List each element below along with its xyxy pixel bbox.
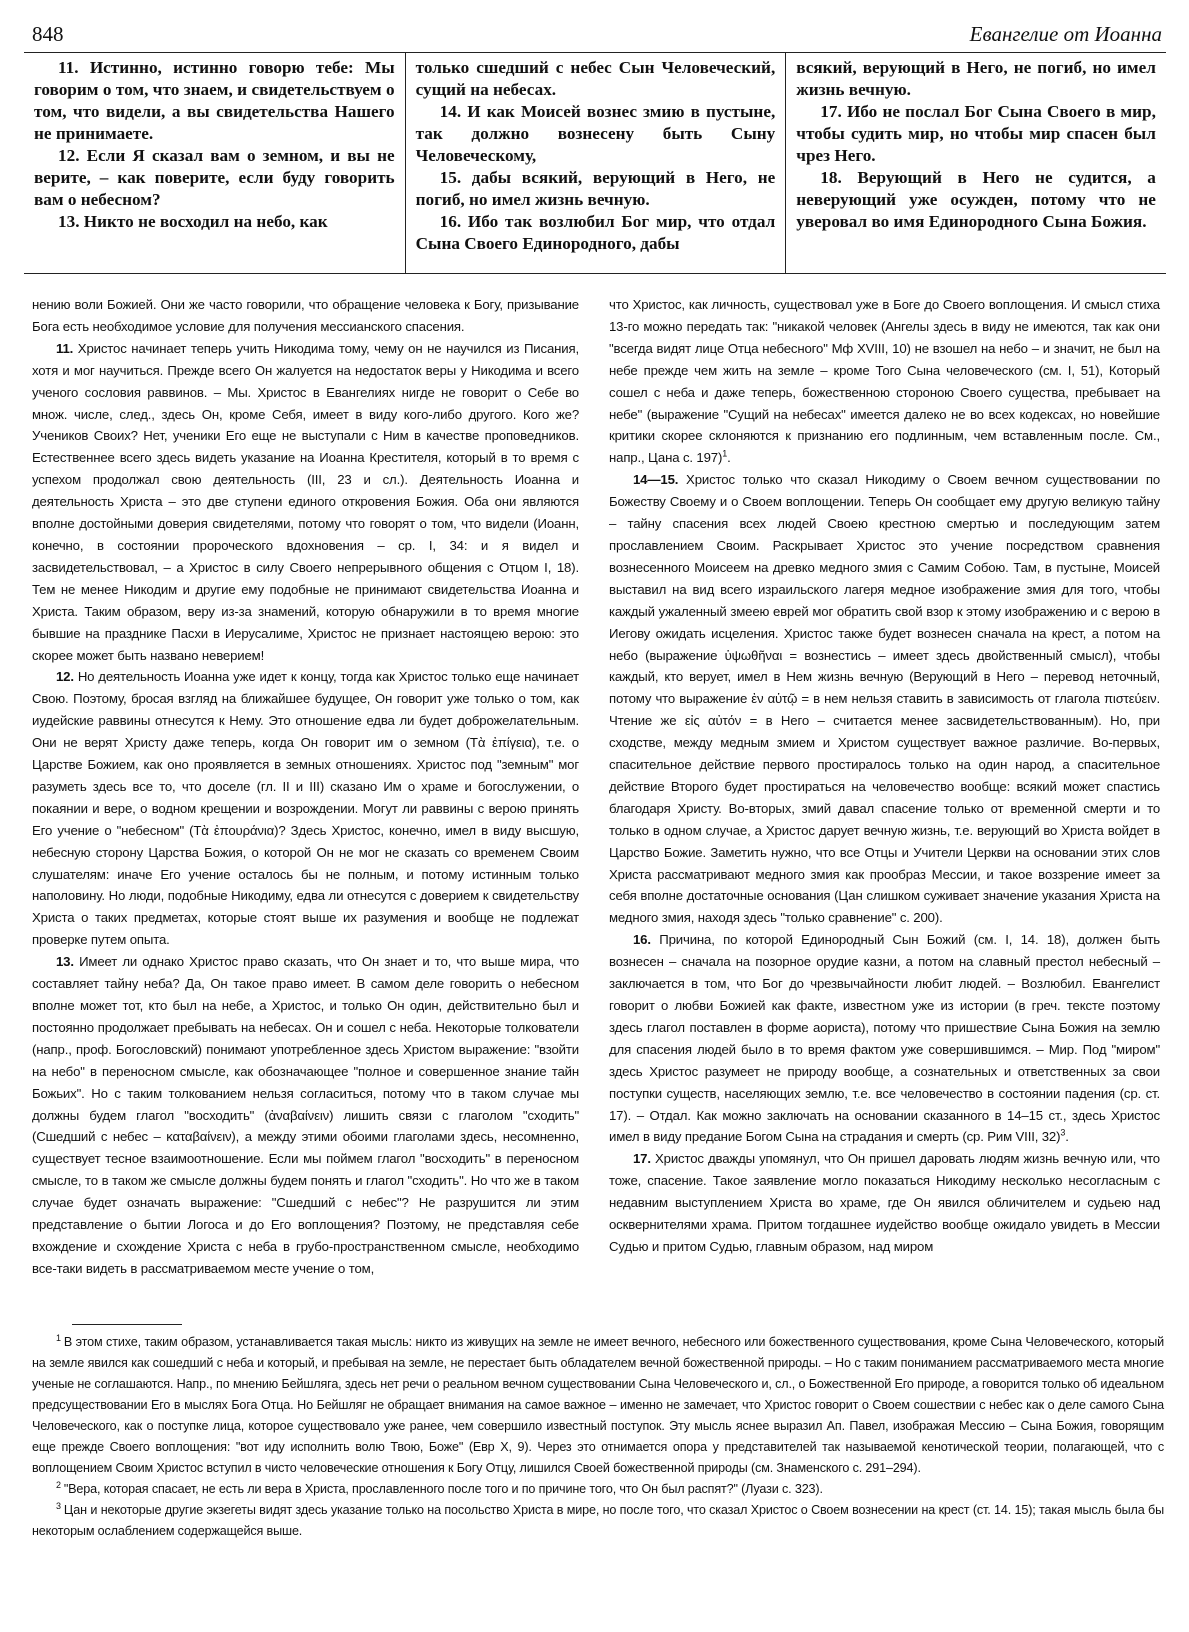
footnote-reference[interactable]: 3 xyxy=(1060,1128,1066,1139)
commentary-paragraph xyxy=(32,666,579,951)
verse-number: 11. xyxy=(56,340,74,356)
commentary-paragraph xyxy=(32,294,579,338)
verse-column-2 xyxy=(405,53,786,273)
verse-column-3 xyxy=(785,53,1166,273)
page-number: 848 xyxy=(32,22,64,46)
verse-number: 12. xyxy=(56,669,74,685)
verse-text: дабы всякий, верующий в Него, не погиб, но имел жизнь вечную. xyxy=(415,168,776,209)
verse-13 xyxy=(34,211,395,233)
verse-11 xyxy=(34,57,395,145)
commentary-text: Христос дважды упомянул, что Он пришел даровать людям жизнь вечную или, что тоже, спасение. Такое заявление могло показаться Никодиму несколько несогласным с недавним выступлением Христа во храме, где Он явился обличителем и судьею над осквернителями храма. Притом тогдашнее иудейство вообще ожидало увидеть в Мессии Судью и притом Судью, главным образом, над миром xyxy=(609,1151,1160,1254)
footnote-3 xyxy=(32,1500,1164,1542)
verse-number: 17. xyxy=(820,102,842,121)
footnote-text: Цан и некоторые другие экзегеты видят здесь указание только на посольство Христа в мире, но после того, что сказал Христос о Своем вознесении на крест (ст. 14. 15); такая мысль была бы некоторым ослаблением содержащейся выше. xyxy=(32,1503,1164,1538)
scripture-verses xyxy=(24,53,1166,274)
verse-text: Ибо не послал Бог Сына Своего в мир, чтобы судить мир, но чтобы мир спасен был чрез Него. xyxy=(796,102,1156,165)
verse-text: Верующий в Него не судится, а неверующий уже осужден, потому что не уверовал во имя Единородного Сына Божия. xyxy=(796,168,1156,231)
verse-number: 16. xyxy=(633,932,651,948)
verse-12 xyxy=(34,145,395,211)
verse-16 xyxy=(416,211,776,255)
verse-number: 18. xyxy=(820,168,842,187)
page-header xyxy=(24,18,1166,53)
footnote-text: В этом стихе, таким образом, устанавливается такая мысль: никто из живущих на земле не имеет вечного, небесного или божественного существования, кроме Сына Человеческого, который на земле явился как сошедший с неба и который, и пребывая на земле, не перестает быть обладателем вечной божественной природы. – Но с таким пониманием рассматриваемого места многие ученые не соглашаются. Напр., по мнению Бейшляга, здесь нет речи о реальном вечном существовании Сына Человеческого и, сл., о Божественной Его природе, а говорится только об идеальном предсуществовании Его в мыслях Бога Отца. Но Бейшляг не обращает внимания на самое важное – именно не замечает, что Христос говорит о Своем сошествии с небес как о деле самого Сына Человеческого, как о поступке лица, которое существовало уже ранее, чем совершило известный поступок. Эту мысль яснее выразил Ап. Павел, изображая Мессию – Сына Божия, говорящим еще прежде Своего воплощения: "вот иду исполнить волю Твою, Боже" (Евр X, 9). Через это отнимается опора у представителей так называемой кенотической теории, полагающей, что с воплощением Своим Христос вступил в чисто человеческие отношения к Богу Отцу, лишился Своей божественной природы (см. Знаменского с. 291–294). xyxy=(32,1335,1164,1475)
footnote-mark: 2 xyxy=(56,1479,61,1490)
running-title: Евангелие от Иоанна xyxy=(969,22,1162,46)
verse-number: 15. xyxy=(439,168,462,187)
verse-text: Если Я сказал вам о земном, и вы не верите, – как поверите, если буду говорить вам о небесном? xyxy=(34,146,395,209)
commentary-paragraph xyxy=(32,338,579,667)
commentary-text: нению воли Божией. Они же часто говорили, что обращение человека к Богу, призывание Бога есть необходимое условие для получения мессианского спасения. xyxy=(32,297,579,334)
commentary-paragraph xyxy=(32,951,579,1280)
verse-number: 17. xyxy=(633,1151,651,1167)
verse-number: 12. xyxy=(58,146,80,165)
footnotes xyxy=(32,1332,1164,1542)
commentary-paragraph: 16. Причина, по которой Единородный Сын Божий (см. I, 14. 18), должен быть вознесен – сначала на позорное орудие казни, а потом на славный престол небесный – заключается в том, что Бог до чрезвычайности любит людей. – Возлюбил. Евангелист говорит о любви Божией как факте, известном уже из истории (в греч. тексте поэтому здесь глагол поставлен в форме аориста), потому что пришествие Сына Божия на землю для спасения людей было в то время фактом уже совершившимся. – Мир. Под "миром" здесь Христос разумеет не природу вообще, а сознательных и ответственных за свои поступки существ, населяющих землю, т.е. все человечество в состоянии падения (ср. ст. 17). – Отдал. Как можно заключать на основании сказанного в 14–15 ст., здесь Христос имел в виду предание Богом Сына на страдания и смерть (ср. Рим VIII, 32)$^3$. xyxy=(609,932,1160,1145)
footnote-mark: 1 xyxy=(56,1332,61,1343)
verse-number: 16. xyxy=(439,212,462,231)
commentary-paragraph xyxy=(609,469,1160,929)
footnote-1 xyxy=(32,1332,1164,1479)
verse-text: Никто не восходил на небо, как xyxy=(83,212,328,231)
commentary-text: Христос начинает теперь учить Никодима тому, чему он не научился из Писания, хотя и мог научиться. Прежде всего Он жалуется на недостаток веры у Никодима и всего ученого сословия раввинов. – Мы. Христос в Евангелиях нигде не говорит о Себе во множ. числе, след., здесь Он, кроме Себя, имеет в виду кого-либо другого. Кого же? Учеников Своих? Нет, ученики Его еще не выступали с Ним в качестве проповедников. Естественнее всего здесь видеть указание на Иоанна Крестителя, который в то время с успехом продолжал свою деятельность (III, 23 и сл.). Деятельность Иоанна и деятельность Христа – это две ступени единого откровения Божия. Оба они являются вполне достойными доверия свидетелями, потому что говорят о том, что видели (Иоанн, конечно, в состоянии пророческого вдохновения – ср. I, 34: и я видел и засвидетельствовал, – а Христос в силу Своего непрерывного общения с Отцом I, 18). Тем не менее Никодим и другие ему подобные не принимают свидетельства Иоанна и Христа. Таким образом, веру из-за знамений, которую обнаружили в то время многие бывшие на празднике Пасхи в Иерусалиме, Христос не признает настоящею верою: это скорее может быть названо неверием! xyxy=(32,340,580,663)
verse-number: 11. xyxy=(58,58,79,77)
verse-14 xyxy=(416,101,776,167)
footnote-2 xyxy=(32,1479,1164,1500)
commentary-paragraph xyxy=(609,1148,1160,1258)
footnote-reference[interactable]: 1 xyxy=(722,448,728,459)
verse-13-continued xyxy=(416,57,776,101)
commentary-text: Христос только что сказал Никодиму о Своем вечном существовании по Божеству Своему и о Своем воплощении. Теперь Он сообщает ему другую великую тайну – тайну спасения всех людей Своею крестною смертью и последующим затем прославлением Своим. Раскрывает Христос это учение посредством сравнения вознесенного Моисеем на древко медного змия с Самим Собою. Там, в пустыне, Моисей выставил на вид всего израильского лагеря медное изображение змия для того, чтобы каждый ужаленный змеею еврей мог обратить свой взор к этому изображению и с верою в Иегову ожидать исцеления. Христос также будет вознесен сначала на крест, а потом на небо (выражение ὑψωθῆναι = вознестись – имеет здесь двойственный смысл), чтобы каждый, кто верует, имел в Нем жизнь вечную (Верующий в Него – перевод неточный, потому что выражение ἐν αὐτῷ = в нем нельзя ставить в зависимость от глагола πιστεύειν. Чтение же εἰς αὐτόν = в Него – считается менее засвидетельствованным). Но, при сходстве, между медным змием и Христом существует важное различие. Во-первых, спасительное действие первого простиралось только на один народ, а спасительное действие Второго будет простираться на человечество вообще: всякий может спастись благодаря Христу. Во-вторых, змий давал спасение только от временной смерти и то только в одном случае, а Христос дарует вечную жизнь, т.е. верующий во Христа войдет в Царство Божие. Заметить нужно, что все Отцы и Учители Церкви на основании этих слов Христа рассматривают медного змия как прообраз Мессии, и такое воззрение имеет за себя вполне достаточные основания (Цан слишком суживает значение указания Христа на медного змия, находя здесь "только сравнение" с. 200). xyxy=(609,472,1161,926)
commentary-text: Имеет ли однако Христос право сказать, что Он знает и то, что выше мира, что составляет тайну неба? Да, Он такое право имеет. В самом деле говорить о небесном вполне может тот, кто был на небе, а Христос, и только Он один, действительно был и постоянно продолжает пребывать на небесах. Он и сошел с неба. Некоторые толкователи (напр., проф. Богословский) понимают употребленное здесь Христом выражение: "взойти на небо" в переносном смысле, как обозначающее "полное и совершенное знание тайн Божьих". Но с таким толкованием нельзя согласиться, потому что в таком случае мы должны будем глагол "восходить" (ἀναβαίνειν) лишить связи с глаголом "сходить" (Сшедший с небес – καταβαίνειν), а между этими обоими глаголами здесь, несомненно, существует тесное взаимоотношение. Если мы поймем глагол "восходить" в переносном смысле, то в таком же смысле должны будем понять и глагол "сходить". Но что же в таком случае будет означать выражение: "Сшедший с небес"? Не разрушится ли этим представление о бытии Логоса и до Его воплощения? Поэтому, не представляя себе вхождение и схождение Христа с неба в грубо-пространственном смысле, необходимо все-таки видеть в рассматриваемом месте учение о том, xyxy=(32,954,579,1276)
verse-text: И как Моисей вознес змию в пустыне, так должно вознесену быть Сыну Человеческому, xyxy=(415,102,776,165)
verse-18 xyxy=(796,167,1156,233)
verse-text: Ибо так возлюбил Бог мир, что отдал Сына Своего Единородного, дабы xyxy=(415,212,776,253)
verse-text: Истинно, истинно говорю тебе: Мы говорим о том, что знаем, и свидетельствуем о том, что видели, а вы свидетельства Нашего не принимаете. xyxy=(34,58,395,143)
verse-number: 14—15. xyxy=(633,472,679,488)
verse-text: всякий, верующий в Него, не погиб, но имел жизнь вечную. xyxy=(796,58,1156,99)
footnote-divider xyxy=(72,1324,182,1325)
verse-column-1 xyxy=(24,53,405,273)
book-page xyxy=(24,18,1166,1618)
commentary-text: Но деятельность Иоанна уже идет к концу, тогда как Христос только еще начинает Свою. Поэтому, бросая взгляд на ближайшее будущее, Он говорит уже только о том, как иудейские раввины отнесутся к Нему. Это отношение едва ли будет доброжелательным. Они не верят Христу даже теперь, когда Он говорит им о земном (Τὰ ἐπίγεια), т.е. о Царстве Божием, как оно проявляется в земных отношениях. Христос под "земным" мог разуметь здесь все то, что доселе (гл. II и III) сказано Им о храме и богослужении, о покаянии и вере, о водном крещении и возрождении. Могут ли раввины с верою принять Его учение о "небесном" (Τὰ ἐπουράνια)? Здесь Христос, конечно, имел в виду высшую, небесную сторону Царства Божия, о которой Он не мог не сказать со временем Своим слушателям: иначе Его учение осталось бы не полным, и потому истинным только наполовину. Но люди, подобные Никодиму, едва ли отнесутся с доверием к свидетельству Христа о таких предметах, которые стоят выше их разумения и вообще не подлежат проверке путем опыта. xyxy=(32,669,579,948)
commentary-paragraph: что Христос, как личность, существовал уже в Боге до Своего воплощения. И смысл стиха 13-го можно передать так: "никакой человек (Ангелы здесь в виду не имеются, так как они "всегда видят лице Отца небесного" Мф XVIII, 10) не взошел на небо – и значит, не был на небе прежде чем жить на земле – кроме Того Сына человеческого (см. I, 51), Который сошел с неба и даже теперь, божественною стороною Своего существа, пребывает на небе" (выражение "Сущий на небесах" имеется далеко не во всех кодексах, но новейшие критики скорее склоняются к признанию его подлинным, чем вставленным после. См., напр., Цана с. 197)$^1$. xyxy=(609,297,1160,466)
verse-number: 13. xyxy=(56,954,74,970)
commentary-text: что Христос, как личность, существовал уже в Боге до Своего воплощения. И смысл стиха 13-го можно передать так: "никакой человек (Ангелы здесь в виду не имеются, так как они "всегда видят лице Отца небесного" Мф XVIII, 10) не взошел на небо – и значит, не был на небе прежде чем жить на земле – кроме Того Сына человеческого (см. I, 51), Который сошел с неба и даже теперь, божественною стороною Своего существа, пребывает на небе" (выражение "Сущий на небесах" имеется далеко не во всех кодексах, но новейшие критики скорее склоняются к признанию его подлинным, чем вставленным после. См., напр., Цана с. 197) xyxy=(609,297,1160,466)
commentary-column-left xyxy=(24,294,595,1337)
commentary xyxy=(24,294,1166,1337)
verse-number: 14. xyxy=(439,102,462,121)
verse-16-continued xyxy=(796,57,1156,101)
verse-17 xyxy=(796,101,1156,167)
commentary-column-right xyxy=(595,294,1166,1337)
verse-text: только сшедший с небес Сын Человеческий, сущий на небесах. xyxy=(415,58,776,99)
footnote-mark: 3 xyxy=(56,1500,61,1511)
verse-15 xyxy=(416,167,776,211)
verse-number: 13. xyxy=(58,212,80,231)
footnote-text: "Вера, которая спасает, не есть ли вера в Христа, прославленного после того и по причине того, что Он был распят?" (Луази с. 323). xyxy=(63,1482,823,1496)
commentary-text: Причина, по которой Единородный Сын Божий (см. I, 14. 18), должен быть вознесен – сначала на позорное орудие казни, а потом на славный престол небесный – заключается в том, что Бог до чрезвычайности любит людей. – Возлюбил. Евангелист говорит о любви Божией как факте, известном уже из истории (в греч. тексте поэтому здесь глагол поставлен в форме аориста), потому что пришествие Сына Божия на землю для спасения людей было в то время фактом уже совершившимся. – Мир. Под "миром" здесь Христос разумеет не природу вообще, а сознательных и ответственных за свои поступки существ, населяющих землю, т.е. все человечество в состоянии падения (ср. ст. 17). – Отдал. Как можно заключать на основании сказанного в 14–15 ст., здесь Христос имел в виду предание Богом Сына на страдания и смерть (ср. Рим VIII, 32) xyxy=(609,932,1160,1145)
